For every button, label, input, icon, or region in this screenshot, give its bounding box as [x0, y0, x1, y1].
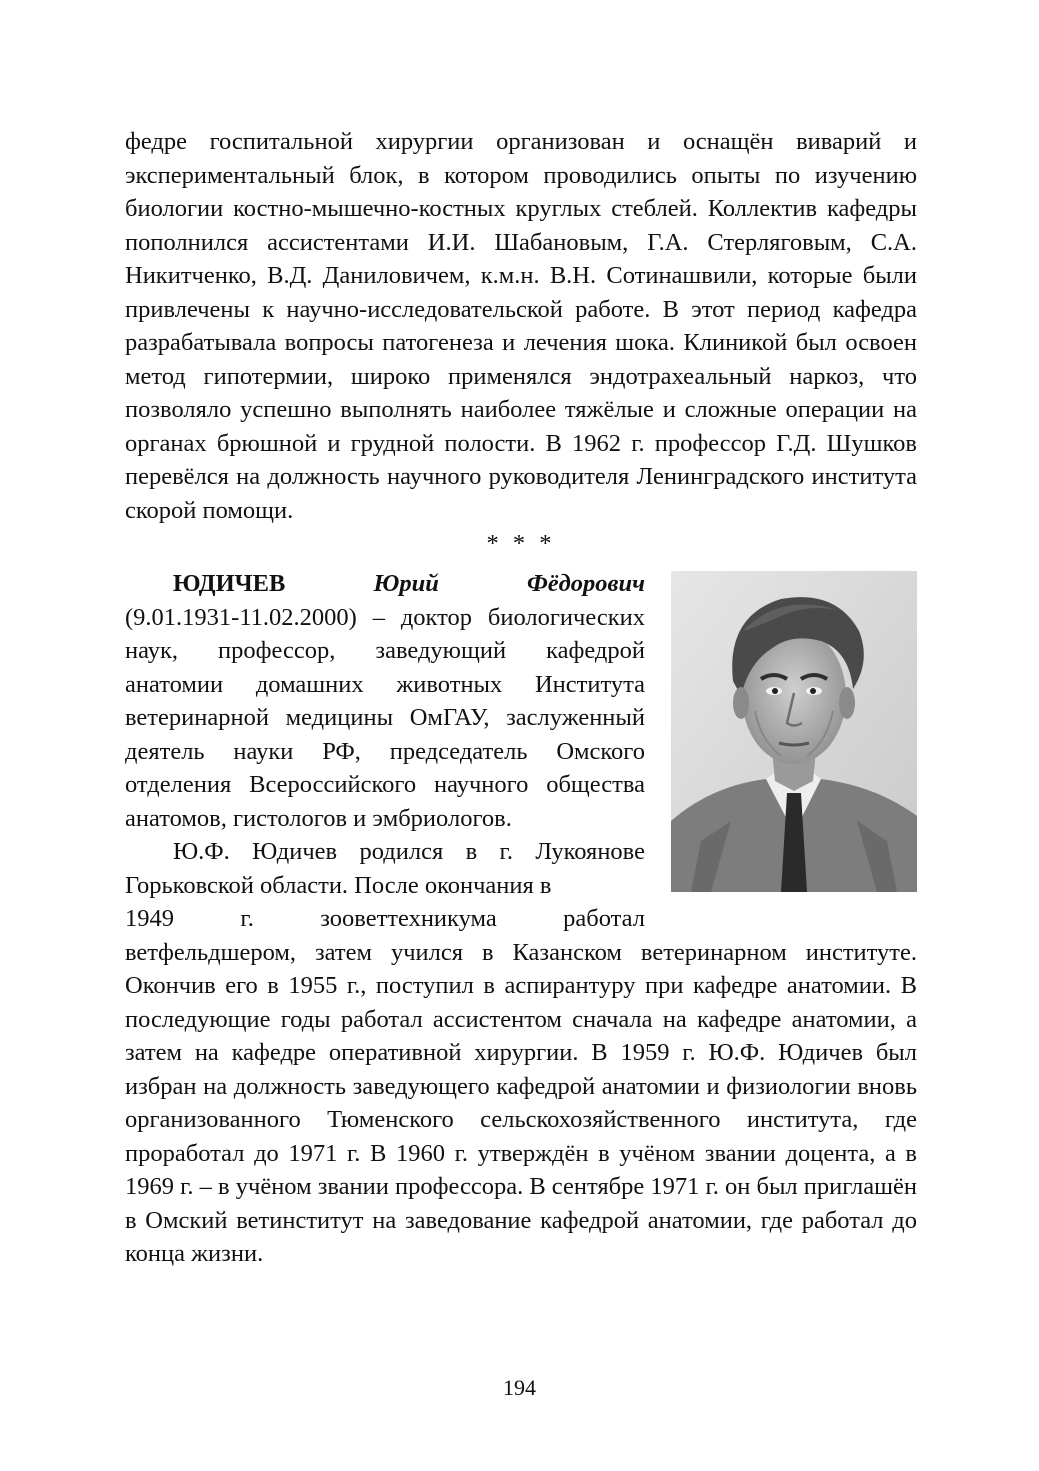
page-number: 194 [503, 1375, 536, 1400]
bio-justified-line [125, 902, 645, 936]
bio-word: зооветтехникума [320, 905, 497, 932]
portrait-photo [671, 571, 917, 892]
section-separator: * * * [486, 530, 556, 557]
bio-word: работал [563, 905, 645, 932]
bio-patronymic: Фёдорович [526, 570, 645, 597]
bio-word: 1949 [125, 905, 174, 932]
bio-paragraph-start: Ю.Ф. Юдичев родился в г. Лукоянове Горьковской области. После окончания в [125, 838, 645, 899]
bio-summary: (9.01.1931-11.02.2000) – доктор биологических наук, профессор, заведующий кафедрой анатомии домашних животных Института ветеринарной медицины ОмГАУ, заслуженный деятель науки РФ, председатель Омского отделения Всероссийского научного общества анатомов, гистологов и эмбриологов. [125, 603, 645, 832]
bio-surname: ЮДИЧЕВ [173, 570, 286, 597]
bio-first-name: Юрий [373, 570, 439, 597]
intro-paragraph: федре госпитальной хирургии организован и оснащён виварий и экспериментальный блок, в котором проводились опыты по изучению биологии костно-мышечно-костных круглых стеблей. Коллектив кафедры пополнился ассистентами И.И. Шабановым, Г.А. Стерляговым, С.А. Никитченко, В.Д. Даниловичем, к.м.н. В.Н. Сотинашвили, которые были привлечены к научно-исследовательской работе. В этот период кафедра разрабатывала вопросы патогенеза и лечения шока. Клиникой был освоен метод гипотермии, широко применялся эндотрахеальный наркоз, что позволяло успешно выполнять наиболее тяжёлые и сложные операции на органах брюшной и грудной полости. В 1962 г. профессор Г.Д. Шушков перевёлся на должность научного руководителя Ленинградского института скорой помощи. [125, 128, 917, 524]
bio-word: г. [240, 905, 254, 932]
bio-paragraph-rest: ветфельдшером, затем учился в Казанском ветеринарном институте. Окончив его в 1955 г., поступил в аспирантуру при кафедре анатомии. В последующие годы работал ассистентом сначала на кафедре анатомии, а затем на кафедре оперативной хирургии. В 1959 г. Ю.Ф. Юдичев был избран на должность заведующего кафедрой анатомии и физиологии вновь организованного Тюменского сельскохозяйственного института, где проработал до 1971 г. В 1960 г. утверждён в учёном звании доцента, а в 1969 г. – в учёном звании профессора. В сентябре 1971 г. он был приглашён в Омский ветинститут на заведование кафедрой анатомии, где работал до конца жизни. [125, 938, 917, 1267]
bio-name-line [125, 567, 645, 601]
biography-section [125, 567, 917, 1271]
page-body [125, 125, 917, 1271]
